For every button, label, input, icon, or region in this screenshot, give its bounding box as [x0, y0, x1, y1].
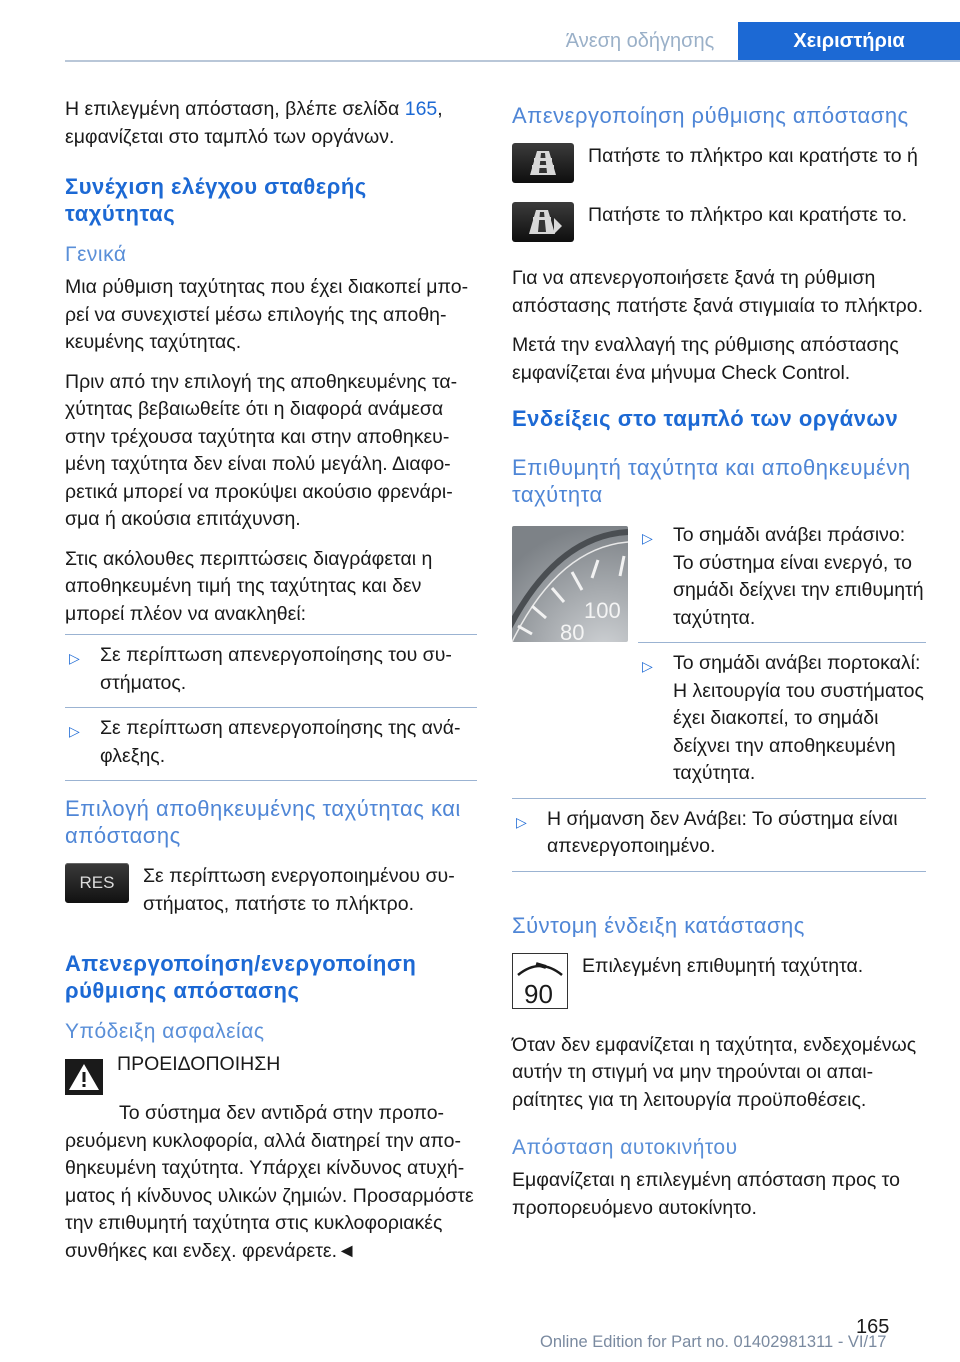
paragraph-distance: Εμφανίζεται η επιλεγμένη απόσταση προς το προπορευόμενο αυτοκίνητο.	[512, 1169, 900, 1219]
res-row	[65, 863, 477, 918]
speedometer-image	[512, 526, 628, 642]
triangle-right-icon: ▷	[69, 650, 80, 666]
bullet-list-left	[65, 634, 477, 781]
warning-row	[65, 1051, 477, 1100]
triangle-right-icon: ▷	[516, 813, 527, 830]
key-row-1	[512, 143, 926, 188]
footer-edition: Online Edition for Part no. 01402981311 - VI/17	[540, 1333, 887, 1351]
triangle-right-icon: ▷	[69, 723, 80, 739]
tab-section[interactable]: Άνεση οδήγησης	[542, 22, 738, 60]
right-column	[512, 96, 926, 1234]
paragraph-nospeed: Όταν δεν εμφανίζεται η ταχύτητα, ενδεχομένως αυτήν τη στιγμή να μην τηρούνται οι απαιραίτητες για τη λειτουργία προϋποθέσεις.	[512, 1033, 917, 1111]
heading-indicators: Ενδείξεις στο ταμπλό των οργάνων	[512, 406, 899, 431]
heading-general: Γενικά	[65, 243, 127, 266]
list-item: ▷ Το σημάδι ανάβει πορτοκαλί: Η λειτουργία του συστήματος έχει διακοπεί, το σημάδι δείχνει την αποθηκευμένη ταχύτητα.	[638, 642, 926, 798]
warning-title: ΠΡΟΕΙΔΟΠΟΙΗΣΗ	[117, 1053, 281, 1075]
paragraph-3: Στις ακόλουθες περιπτώσεις διαγράφεται η αποθηκευμένη τιμή της ταχύτητας και δεν μπορεί πλέον να ανακληθεί:	[65, 547, 433, 625]
status-text: Επιλεγμένη επιθυμητή ταχύτητα.	[582, 954, 864, 977]
paragraph-switch: Μετά την εναλλαγή της ρύθμισης απόστασης εμφανίζεται ένα μήνυμα Check Control.	[512, 334, 899, 384]
key2-text: Πατήστε το πλήκτρο και κρατήστε το.	[588, 204, 908, 226]
list-item: ▷ Σε περίπτωση απενεργοποίησης του συστήματος.	[65, 634, 477, 707]
status-row	[512, 953, 926, 1014]
tab-chapter[interactable]: Χειριστήρια	[738, 22, 960, 60]
left-column	[65, 96, 477, 1277]
header-rule	[65, 60, 960, 62]
gauge-label-80: 80	[560, 620, 585, 642]
paragraph-2: Πριν από την επιλογή της αποθηκευμένης ταχύτητας βεβαιωθείτε ότι η διαφορά ανάμεσα στην τρέχουσα ταχύτητα και στην αποθηκευμένη ταχύτητα δεν είναι πολύ μεγάλη. Διαφορετικά μπορεί να προκύψει ακούσιο φρενάρισμα ή ακούσια επιτάχυνση.	[65, 370, 458, 530]
distance-key-icon[interactable]	[512, 143, 574, 188]
key1-text: Πατήστε το πλήκτρο και κρατήστε το ή	[588, 145, 918, 167]
page-number: 165	[856, 1316, 890, 1338]
warning-text: Το σύστημα δεν αντιδρά στην προπορευόμενη κυκλοφορία, αλλά διατηρεί την αποθηκευμένη ταχύτητα. Υπάρχει κίνδυνος ατυχήματος ή κίνδυνος υλικών ζημιών. Προσαρμόστε την επιθυμητή ταχύτητα στις κυκλοφοριακές συνθήκες και ενδεχ. φρενάρετε.◄	[65, 1102, 474, 1262]
res-text: Σε περίπτωση ενεργοποιημένου συστήματος, πατήστε το πλήκτρο.	[143, 865, 455, 915]
bullet-list-right-a	[638, 522, 926, 798]
status-speed-number: 90	[524, 978, 553, 1009]
distance-key-icon[interactable]	[512, 202, 574, 247]
bullet-list-right-b	[512, 798, 926, 872]
heading-safety: Υπόδειξη ασφαλείας	[65, 1020, 265, 1043]
key-row-2	[512, 202, 926, 247]
warning-triangle-icon	[65, 1059, 103, 1100]
paragraph-1: Μια ρύθμιση ταχύτητας που έχει διακοπεί μπορεί να συνεχιστεί μέσω επιλογής της αποθηκευμένης ταχύτητας.	[65, 276, 469, 353]
page-link[interactable]: 165	[404, 98, 438, 120]
heading-deactivate-distance: Απενεργοποίηση ρύθμισης απόστασης	[512, 103, 909, 128]
list-item: ▷ Η σήμανση δεν Ανάβει: Το σύστημα είναι απενεργοποιημένο.	[512, 798, 926, 872]
gauge-section	[512, 522, 926, 798]
res-button[interactable]: RES	[65, 863, 129, 903]
triangle-right-icon: ▷	[642, 658, 653, 674]
list-item: ▷ Το σημάδι ανάβει πράσινο: Το σύστημα είναι ενεργό, το σημάδι δείχνει την επιθυμητή ταχύτητα.	[642, 524, 924, 629]
gauge-label-100: 100	[584, 598, 621, 623]
triangle-right-icon: ▷	[642, 530, 653, 546]
heading-desired: Επιθυμητή ταχύτητα και αποθηκευμένη ταχύτητα	[512, 455, 911, 507]
speed-status-icon	[512, 953, 568, 1014]
heading-select: Επιλογή αποθηκευμένης ταχύτητας και απόστασης	[65, 796, 461, 848]
heading-continue: Συνέχιση ελέγχου σταθερής ταχύτητας	[65, 174, 367, 226]
list-item: ▷ Σε περίπτωση απενεργοποίησης της ανάφλεξης.	[65, 707, 477, 781]
heading-status: Σύντομη ένδειξη κατάστασης	[512, 912, 805, 938]
paragraph-reenable: Για να απενεργοποιήσετε ξανά τη ρύθμιση απόστασης πατήστε ξανά στιγμιαία το πλήκτρο.	[512, 267, 924, 317]
intro-paragraph: Η επιλεγμένη απόσταση, βλέπε σελίδα 165, εμφανίζεται στο ταμπλό των οργάνων.	[65, 98, 443, 148]
heading-distance: Απόσταση αυτοκινήτου	[512, 1136, 738, 1159]
heading-deactivate: Απενεργοποίηση/ενεργοποίηση ρύθμισης απόστασης	[65, 951, 417, 1003]
